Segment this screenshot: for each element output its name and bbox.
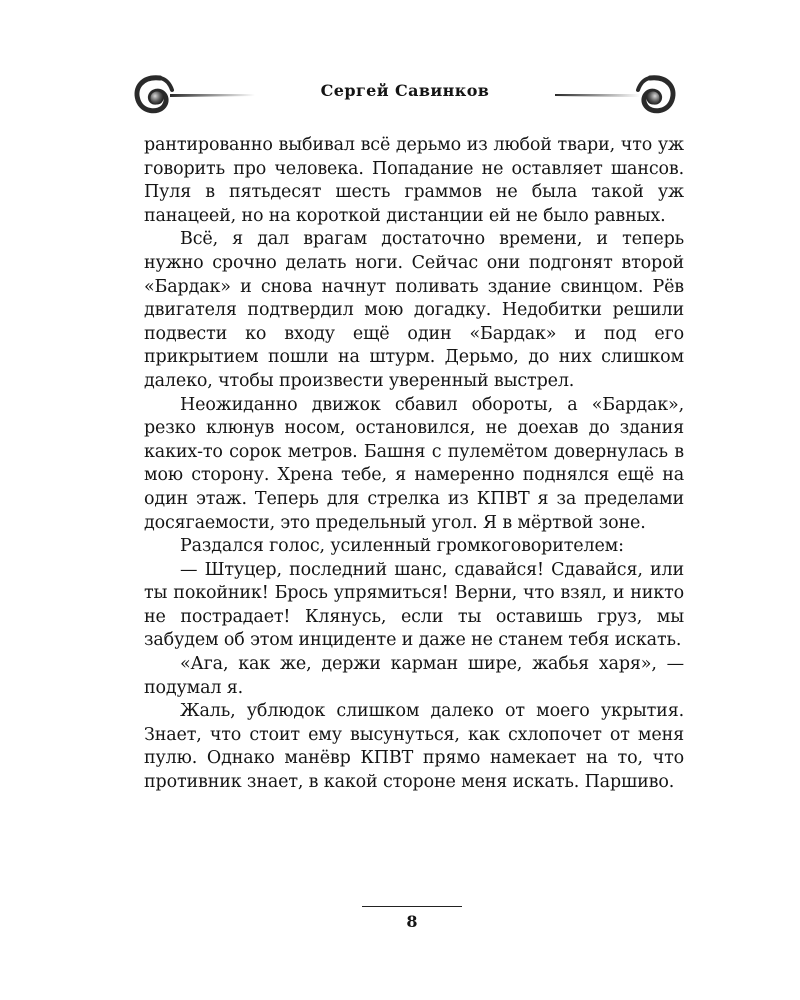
page-body-text bbox=[144, 134, 684, 795]
running-header bbox=[130, 70, 680, 120]
paragraph-5-dialogue: — Штуцер, последний шанс, сдавайся! Сдавайся, или ты покойник! Брось упрямиться! Верни, что взял, и никто не пострадает! Клянусь, если ты оставишь груз, мы забудем об этом инциденте и даже не станем тебя искать. bbox=[144, 559, 684, 651]
page-number: 8 bbox=[406, 912, 418, 931]
paragraph-2: Всё, я дал врагам достаточно времени, и теперь нужно срочно делать ноги. Сейчас они подгонят второй «Бардак» и снова начнут поливать здание свинцом. Рёв двигателя подтвердил мою догадку. Недобитки решили подвести ко входу ещё один «Бардак» и под его прикрытием пошли на штурм. Дерьмо, до них слишком далеко, чтобы произвести уверенный выстрел. bbox=[144, 229, 684, 391]
right-swirl-ornament-icon bbox=[550, 70, 680, 120]
running-head-author: Сергей Савинков bbox=[320, 81, 490, 100]
paragraph-1: рантированно выбивал всё дерьмо из любой твари, что уж говорить про человека. Попадание не оставляет шансов. Пуля в пятьдесят шесть граммов не была такой уж панацеей, но на короткой дистанции ей не было равных. bbox=[144, 135, 684, 226]
paragraph-6: «Ага, как же, держи карман шире, жабья харя», — подумал я. bbox=[144, 654, 684, 698]
footer-rule bbox=[362, 906, 462, 907]
paragraph-4: Раздался голос, усиленный громкоговорителем: bbox=[180, 536, 624, 557]
paragraph-7: Жаль, ублюдок слишком далеко от моего укрытия. Знает, что стоит ему высунуться, как схлопочет от меня пулю. Однако манёвр КПВТ прямо намекает на то, что противник знает, в какой стороне меня искать. Паршиво. bbox=[144, 701, 684, 793]
paragraph-3: Неожиданно движок сбавил обороты, а «Бардак», резко клюнув носом, остановился, не доехав до здания каких-то сорок метров. Башня с пулемётом довернулась в мою сторону. Хрена тебе, я намеренно поднялся ещё на один этаж. Теперь для стрелка из КПВТ я за пределами досягаемости, это предельный угол. Я в мёртвой зоне. bbox=[144, 394, 684, 533]
page-footer bbox=[362, 906, 462, 931]
